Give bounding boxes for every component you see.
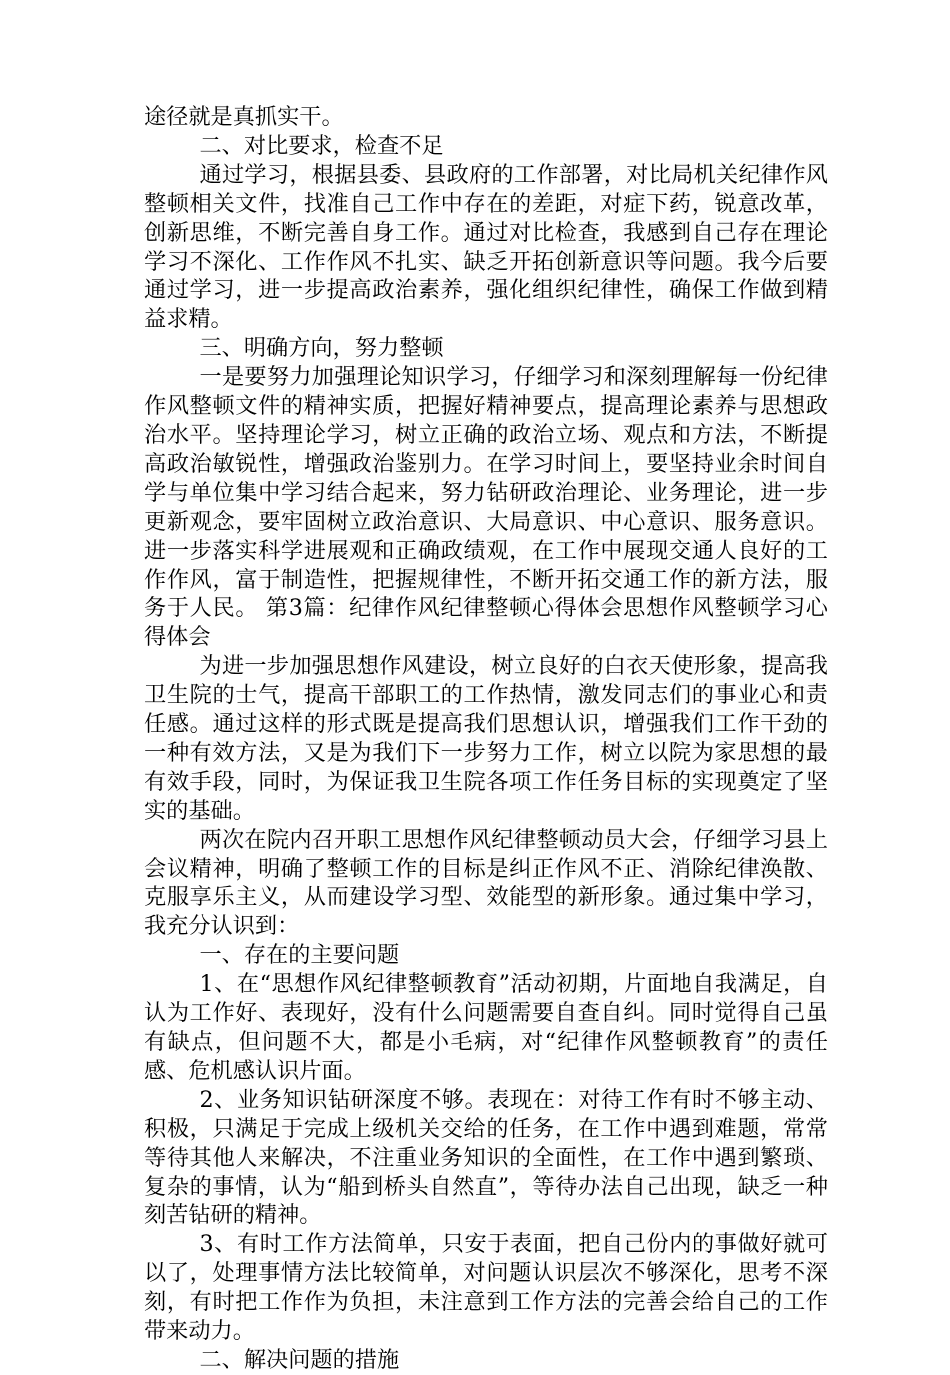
section-heading-solutions: 二、解决问题的措施: [199, 1346, 400, 1373]
section-heading-problems: 一、存在的主要问题: [199, 942, 400, 969]
paragraph-meeting: 两次在院内召开职工思想作风纪律整顿动员大会，仔细学习县上会议精神，明确了整顿工作的目标是纠正作风不正、消除纪律涣散、克服享乐主义，从而建设学习型、效能型的新形象。通过集中学习，我充分认识到：: [144, 826, 828, 940]
problem-item-3: 3、有时工作方法简单，只安于表面，把自己份内的事做好就可以了，处理事情方法比较简单，对问题认识层次不够深化，思考不深刻，有时把工作作为负担，未注意到工作方法的完善会给自己的工作带来动力。: [144, 1231, 828, 1345]
paragraph-continuation: 途径就是真抓实干。: [144, 104, 344, 130]
section-heading-compare: 二、对比要求，检查不足: [199, 132, 444, 159]
section-heading-direction: 三、明确方向，努力整顿: [199, 335, 444, 362]
paragraph-direction-body: 一是要努力加强理论知识学习，仔细学习和深刻理解每一份纪律作风整顿文件的精神实质，把握好精神要点，提高理论素养与思想政治水平。坚持理论学习，树立正确的政治立场、观点和方法，不断提高政治敏锐性，增强政治鉴别力。在学习时间上，要坚持业余时间自学与单位集中学习结合起来，努力钻研政治理论、业务理论，进一步更新观念，要牢固树立政治意识、大局意识、中心意识、服务意识。进一步落实科学进展观和正确政绩观，在工作中展现交通人良好的工作作风，富于制造性，把握规律性，不断开拓交通工作的新方法，服务于人民。 第3篇：纪律作风纪律整顿心得体会思想作风整顿学习心得体会: [144, 364, 828, 651]
paragraph-intro: 为进一步加强思想作风建设，树立良好的白衣天使形象，提高我卫生院的士气，提高干部职工的工作热情，激发同志们的事业心和责任感。通过这样的形式既是提高我们思想认识，增强我们工作干劲的一种有效方法，又是为我们下一步努力工作，树立以院为家思想的最有效手段，同时，为保证我卫生院各项工作任务目标的实现奠定了坚实的基础。: [144, 653, 828, 824]
paragraph-compare-body: 通过学习，根据县委、县政府的工作部署，对比局机关纪律作风整顿相关文件，找准自己工作中存在的差距，对症下药，锐意改革，创新思维，不断完善自身工作。通过对比检查，我感到自己存在理论学习不深化、工作作风不扎实、缺乏开拓创新意识等问题。我今后要通过学习，进一步提高政治素养，强化组织纪律性，确保工作做到精益求精。: [144, 161, 828, 333]
problem-item-2: 2、业务知识钻研深度不够。表现在：对待工作有时不够主动、积极，只满足于完成上级机关交给的任务，在工作中遇到难题，常常等待其他人来解决，不注重业务知识的全面性，在工作中遇到繁琐、复杂的事情，认为“船到桥头自然直”，等待办法自己出现，缺乏一种刻苦钻研的精神。: [144, 1086, 828, 1229]
document-page: [144, 103, 828, 1375]
problem-item-1: 1、在“思想作风纪律整顿教育”活动初期，片面地自我满足，自认为工作好、表现好，没有什么问题需要自查自纠。同时觉得自己虽有缺点，但问题不大，都是小毛病，对“纪律作风整顿教育”的责任感、危机感认识片面。: [144, 971, 828, 1084]
